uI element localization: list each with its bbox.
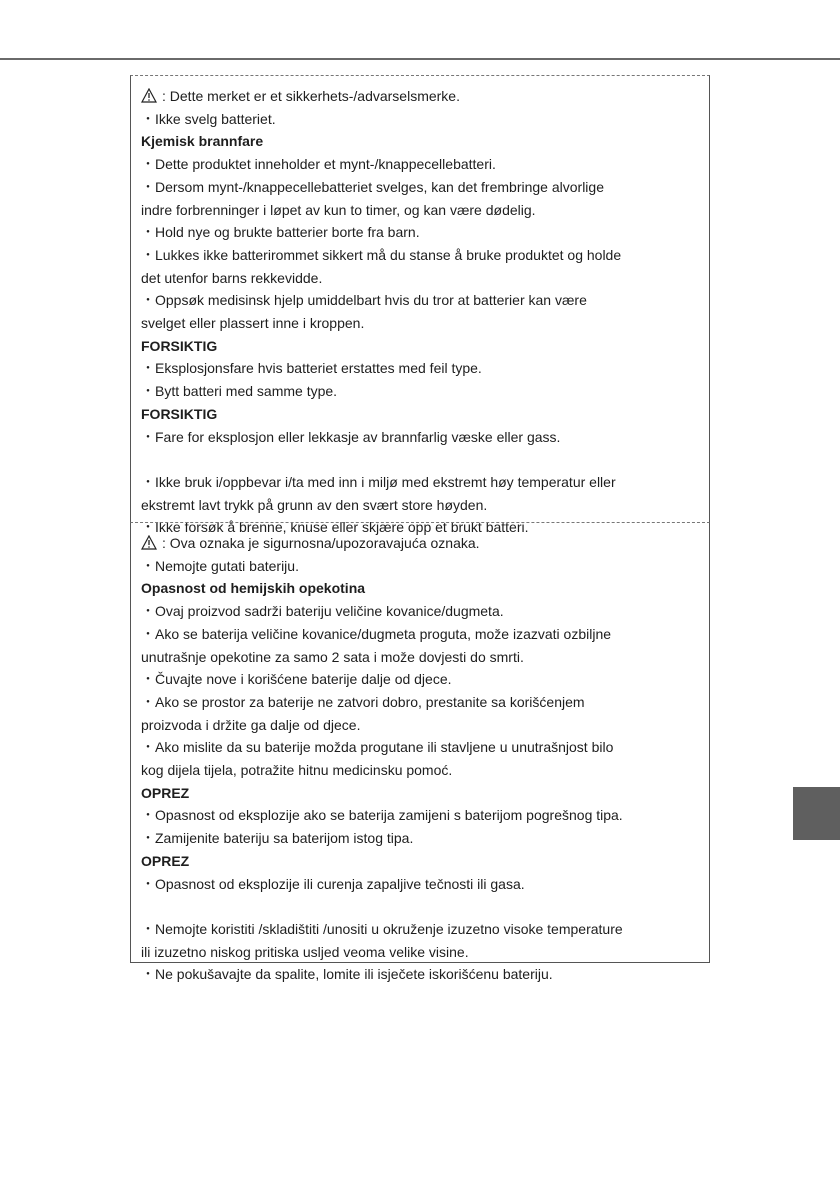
warning-text-norwegian — [141, 85, 701, 539]
body-line: ・Ako se baterija veličine kovanice/dugmeta proguta, može izazvati ozbiljne — [141, 625, 612, 642]
section-heading: FORSIKTIG — [141, 405, 218, 422]
body-line: ekstremt lavt trykk på grunn av den svært store høyden. — [141, 496, 488, 513]
body-line: ・Ako mislite da su baterije možda progutane ili stavljene u unutrašnjost bilo — [141, 739, 614, 756]
body-line: ・Hold nye og brukte batterier borte fra barn. — [141, 224, 420, 241]
body-line: ・Dette produktet inneholder et mynt-/knappecellebatteri. — [141, 156, 496, 173]
body-line: ・Zamijenite bateriju sa baterijom istog tipa. — [141, 830, 414, 847]
body-line: ili izuzetno niskog pritiska usljed veoma velike visine. — [141, 943, 469, 960]
section-heading: Kjemisk brannfare — [141, 133, 264, 150]
body-line: indre forbrenninger i løpet av kun to timer, og kan være dødelig. — [141, 201, 536, 218]
body-line: det utenfor barns rekkevidde. — [141, 269, 323, 286]
body-line: ・Eksplosjonsfare hvis batteriet erstattes med feil type. — [141, 360, 482, 377]
body-line: ・Dersom mynt-/knappecellebatteriet svelges, kan det frembringe alvorlige — [141, 178, 604, 195]
body-line: ・Oppsøk medisinsk hjelp umiddelbart hvis du tror at batterier kan være — [141, 292, 587, 309]
body-line: ・Ikke bruk i/oppbevar i/ta med inn i miljø med ekstremt høy temperatur eller — [141, 473, 616, 490]
body-line: ・Nemojte gutati bateriju. — [141, 557, 299, 574]
body-line: ・Opasnost od eksplozije ako se baterija zamijeni s baterijom pogrešnog tipa. — [141, 807, 623, 824]
body-line: ・Fare for eksplosjon eller lekkasje av brannfarlig væske eller gass. — [141, 428, 561, 445]
body-line: ・Opasnost od eksplozije ili curenja zapaljive tečnosti ili gasa. — [141, 875, 525, 892]
body-line: ・Ne pokušavajte da spalite, lomite ili isječete iskorišćenu bateriju. — [141, 966, 553, 983]
body-line: proizvoda i držite ga dalje od djece. — [141, 716, 361, 733]
body-line: kog dijela tijela, potražite hitnu medicinsku pomoć. — [141, 762, 453, 779]
body-line: ・Bytt batteri med samme type. — [141, 383, 338, 400]
blank-line — [141, 895, 701, 918]
warning-mark-line — [141, 532, 701, 555]
section-heading: OPREZ — [141, 852, 190, 869]
warning-mark-line — [141, 85, 701, 108]
warning-mark-text: : Ova oznaka je sigurnosna/upozoravajuća oznaka. — [162, 535, 480, 551]
warning-triangle-icon — [141, 535, 157, 550]
section-tab-marker — [793, 787, 840, 840]
body-line: ・Nemojte koristiti /skladištiti /unositi u okruženje izuzetno visoke temperature — [141, 920, 623, 937]
warning-text-croatian — [141, 532, 701, 986]
body-line: unutrašnje opekotine za samo 2 sata i može dovjesti do smrti. — [141, 648, 524, 665]
warning-mark-text: : Dette merket er et sikkerhets-/advarselsmerke. — [162, 88, 460, 104]
warning-box-norwegian — [130, 75, 710, 536]
body-line: ・Ako se prostor za baterije ne zatvori dobro, prestanite sa korišćenjem — [141, 693, 585, 710]
blank-line — [141, 448, 701, 471]
section-heading: Opasnost od hemijskih opekotina — [141, 580, 366, 597]
section-heading: OPREZ — [141, 784, 190, 801]
body-line: ・Ikke svelg batteriet. — [141, 110, 276, 127]
section-heading: FORSIKTIG — [141, 337, 218, 354]
body-line: ・Ovaj proizvod sadrži bateriju veličine kovanice/dugmeta. — [141, 603, 504, 620]
body-line: ・Lukkes ikke batterirommet sikkert må du stanse å bruke produktet og holde — [141, 246, 622, 263]
body-line: ・Čuvajte nove i korišćene baterije dalje od djece. — [141, 671, 452, 688]
body-line: svelget eller plassert inne i kroppen. — [141, 315, 365, 332]
header-rule — [0, 58, 840, 60]
warning-triangle-icon — [141, 88, 157, 103]
body-line: ・Ikke forsøk å brenne, knuse eller skjære opp et brukt batteri. — [141, 519, 529, 536]
warning-box-croatian — [130, 522, 710, 983]
